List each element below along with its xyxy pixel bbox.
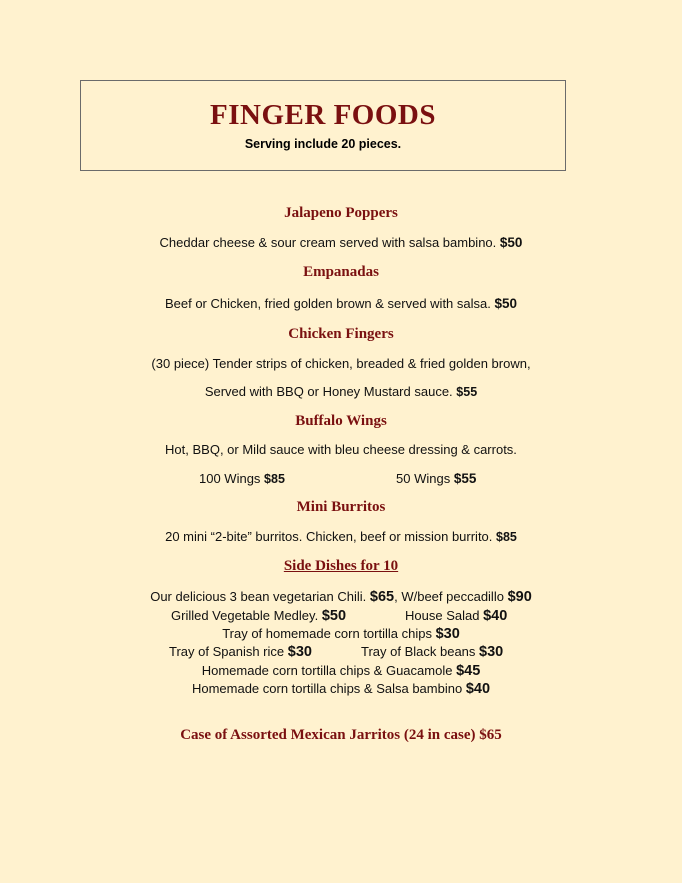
side-veg [171, 608, 346, 624]
side-rice-text: Tray of Spanish rice [169, 644, 285, 659]
item-desc-text: Hot, BBQ, or Mild sauce with bleu cheese dressing & carrots. [165, 442, 517, 457]
side-chips-tray [0, 626, 682, 642]
wings-option-price: $55 [453, 471, 477, 486]
side-guac-text: Homemade corn tortilla chips & Guacamole [201, 663, 453, 678]
item-price: $85 [496, 530, 517, 544]
side-beans [361, 644, 503, 660]
page-title: FINGER FOODS [210, 99, 436, 131]
item-desc-buffalo-wings [0, 442, 682, 457]
item-price: $50 [494, 296, 518, 311]
side-beans-price: $30 [479, 644, 504, 660]
item-price: $55 [456, 385, 478, 399]
item-heading-jalapeno-poppers: Jalapeno Poppers [284, 205, 398, 221]
side-chili-alt-price: $90 [507, 589, 532, 605]
side-veg-price: $50 [321, 608, 347, 624]
item-desc-text: Beef or Chicken, fried golden brown & served with salsa. [164, 296, 491, 311]
side-chili-text: Our delicious 3 bean vegetarian Chili. [150, 589, 367, 604]
footer-price: $65 [479, 727, 502, 743]
item-price: $50 [499, 235, 523, 250]
item-heading-empanadas: Empanadas [303, 264, 379, 280]
item-desc-mini-burritos [0, 529, 682, 544]
side-salsa [0, 681, 682, 697]
side-rice [169, 644, 312, 660]
side-chips-tray-text: Tray of homemade corn tortilla chips [222, 626, 432, 641]
side-salad [405, 608, 507, 624]
side-guac-price: $45 [456, 663, 481, 679]
side-beans-text: Tray of Black beans [361, 644, 476, 659]
side-salad-price: $40 [483, 608, 508, 624]
item-desc-chicken-fingers-1 [0, 356, 682, 371]
item-heading-mini-burritos: Mini Burritos [296, 499, 386, 515]
side-salsa-price: $40 [465, 681, 491, 697]
item-heading-buffalo-wings: Buffalo Wings [295, 413, 387, 429]
side-salad-text: House Salad [405, 608, 480, 623]
item-desc-text: (30 piece) Tender strips of chicken, breaded & fried golden brown, [151, 356, 531, 371]
side-chili-alt-text: , W/beef peccadillo [394, 589, 504, 604]
title-box [80, 80, 566, 171]
item-heading-chicken-fingers: Chicken Fingers [288, 326, 394, 342]
wings-option-50 [396, 471, 476, 486]
side-chips-tray-price: $30 [435, 626, 460, 642]
wings-option-100 [199, 471, 285, 486]
page-subtitle: Serving include 20 pieces. [244, 137, 402, 151]
side-salsa-text: Homemade corn tortilla chips & Salsa bambino [191, 681, 463, 696]
item-desc-empanadas [0, 296, 682, 311]
footer-jarritos [0, 727, 682, 744]
item-desc-jalapeno-poppers [0, 235, 682, 250]
side-dishes-heading: Side Dishes for 10 [283, 558, 399, 574]
item-desc-text: 20 mini “2-bite” burritos. Chicken, beef or mission burrito. [165, 529, 493, 544]
side-guac [0, 663, 682, 679]
wings-option-label: 50 Wings [396, 471, 451, 486]
item-desc-text: Served with BBQ or Honey Mustard sauce. [204, 384, 453, 399]
item-desc-chicken-fingers-2 [0, 384, 682, 399]
item-desc-text: Cheddar cheese & sour cream served with salsa bambino. [159, 235, 497, 250]
side-chili [0, 589, 682, 605]
wings-option-label: 100 Wings [199, 471, 261, 486]
side-rice-price: $30 [287, 644, 312, 660]
footer-text: Case of Assorted Mexican Jarritos (24 in case) [180, 727, 476, 743]
wings-option-price: $85 [264, 472, 285, 486]
side-chili-price: $65 [369, 589, 395, 605]
side-veg-text: Grilled Vegetable Medley. [171, 608, 319, 623]
